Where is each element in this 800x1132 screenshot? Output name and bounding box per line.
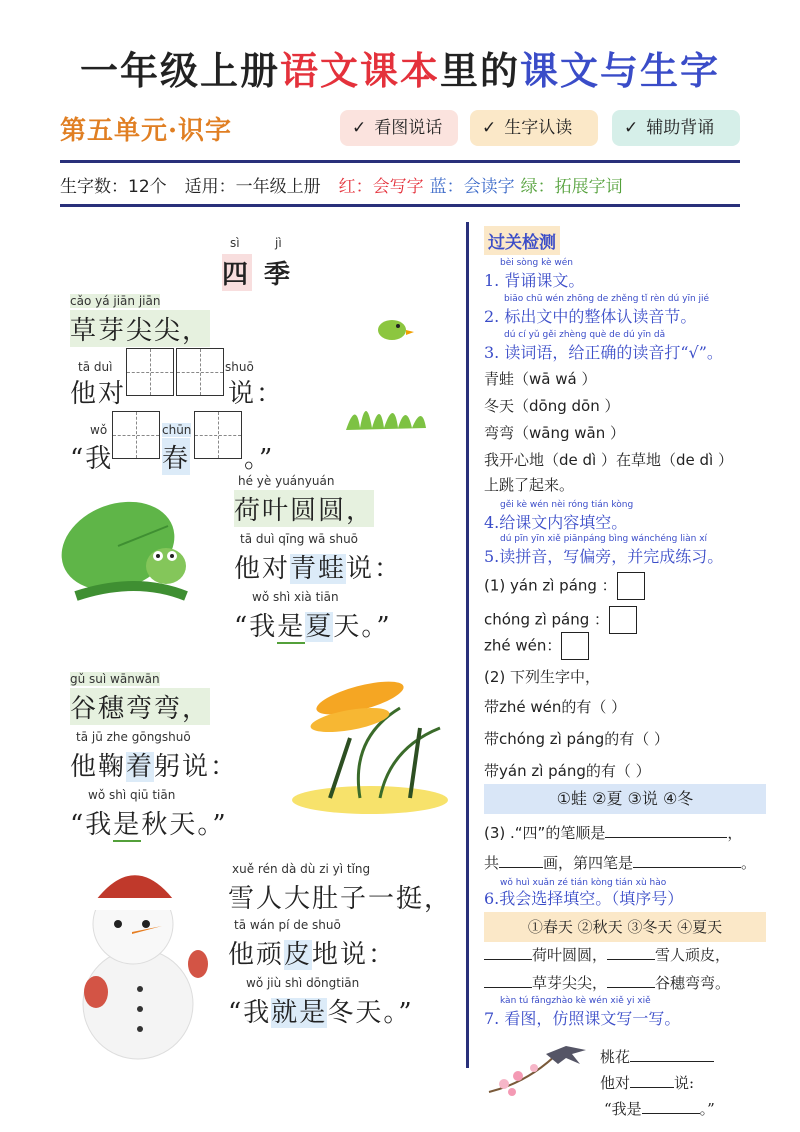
stanza1-line1: 草芽尖尖， [70, 310, 210, 347]
answer-line[interactable] [605, 837, 727, 838]
q3-item[interactable]: 我开心地（de dì ）在草地（de dì ） [484, 451, 733, 469]
writing-grid[interactable] [112, 411, 160, 459]
answer-line[interactable] [484, 959, 532, 960]
poem-title-char: 季 [264, 260, 293, 290]
fill-blank[interactable]: 带zhé wén的有（ ） [484, 698, 627, 716]
info-bar: 生字数：12个 适用：一年级上册 红：会写字 蓝：会读字 绿：拓展字词 [60, 177, 623, 197]
answer-line[interactable] [607, 959, 655, 960]
stanza4-line1: 雪人大肚子一挺， [228, 884, 453, 914]
answer-box[interactable] [609, 606, 637, 634]
fill-blank[interactable]: 带chóng zì páng的有（ ） [484, 730, 670, 748]
answer-box[interactable] [561, 632, 589, 660]
question-6: 6.我会选择填空。（填序号） [484, 889, 684, 908]
q3-item[interactable]: 青蛙（wā wá ） [484, 370, 597, 388]
stanza3-line1: 谷穗弯弯， [70, 688, 210, 725]
tag-char-reading: ✓ 生字认读 [470, 110, 598, 146]
question-5: 5.读拼音，写偏旁，并完成练习。 [484, 547, 724, 566]
options-bar-1: ①蛙 ②夏 ③说 ④冬 [484, 784, 766, 814]
peach-blossom-swallow-illustration [484, 1032, 594, 1112]
answer-line[interactable] [630, 1061, 714, 1062]
page-title: 一年级上册语文课本里的课文与生字 [79, 48, 721, 93]
answer-box[interactable] [617, 572, 645, 600]
answer-line[interactable] [607, 987, 655, 988]
column-divider [466, 222, 469, 1068]
grain-ear-illustration [290, 668, 455, 818]
poem-title-char: 四 [222, 254, 252, 291]
question-4: 4.给课文内容填空。 [484, 513, 628, 532]
answer-line[interactable] [499, 867, 543, 868]
check-icon: ✓ [624, 118, 639, 138]
lotus-frog-illustration [56, 476, 206, 626]
snowman-illustration [48, 854, 223, 1064]
exercise-heading: 过关检测 [484, 226, 560, 255]
question-1: 1. 背诵课文。 [484, 271, 585, 290]
question-7: 7. 看图，仿照课文写一写。 [484, 1009, 681, 1028]
answer-line[interactable] [642, 1113, 700, 1114]
q3-item: 上跳了起来。 [484, 476, 575, 494]
q3-item[interactable]: 冬天（dōng dōn ） [484, 397, 620, 415]
tag-picture-talk: ✓ 看图说话 [340, 110, 458, 146]
answer-line[interactable] [630, 1087, 674, 1088]
writing-grid[interactable] [126, 348, 224, 396]
answer-line[interactable] [484, 987, 532, 988]
bird-grass-illustration [340, 280, 450, 440]
options-bar-2: ①春天 ②秋天 ③冬天 ④夏天 [484, 912, 766, 942]
question-2: 2. 标出文中的整体认读音节。 [484, 307, 697, 326]
tag-recitation: ✓ 辅助背诵 [612, 110, 740, 146]
divider-bottom [60, 204, 740, 207]
writing-grid[interactable] [194, 411, 242, 459]
check-icon: ✓ [352, 118, 367, 138]
question-3: 3. 读词语，给正确的读音打“√”。 [484, 343, 723, 362]
answer-line[interactable] [633, 867, 741, 868]
check-icon: ✓ [482, 118, 497, 138]
q3-item[interactable]: 弯弯（wāng wān ） [484, 424, 625, 442]
stanza2-line1: 荷叶圆圆， [234, 490, 374, 527]
unit-label: 第五单元·识字 [60, 116, 233, 146]
fill-blank[interactable]: 带yán zì páng的有（ ） [484, 762, 651, 780]
divider-top [60, 160, 740, 163]
